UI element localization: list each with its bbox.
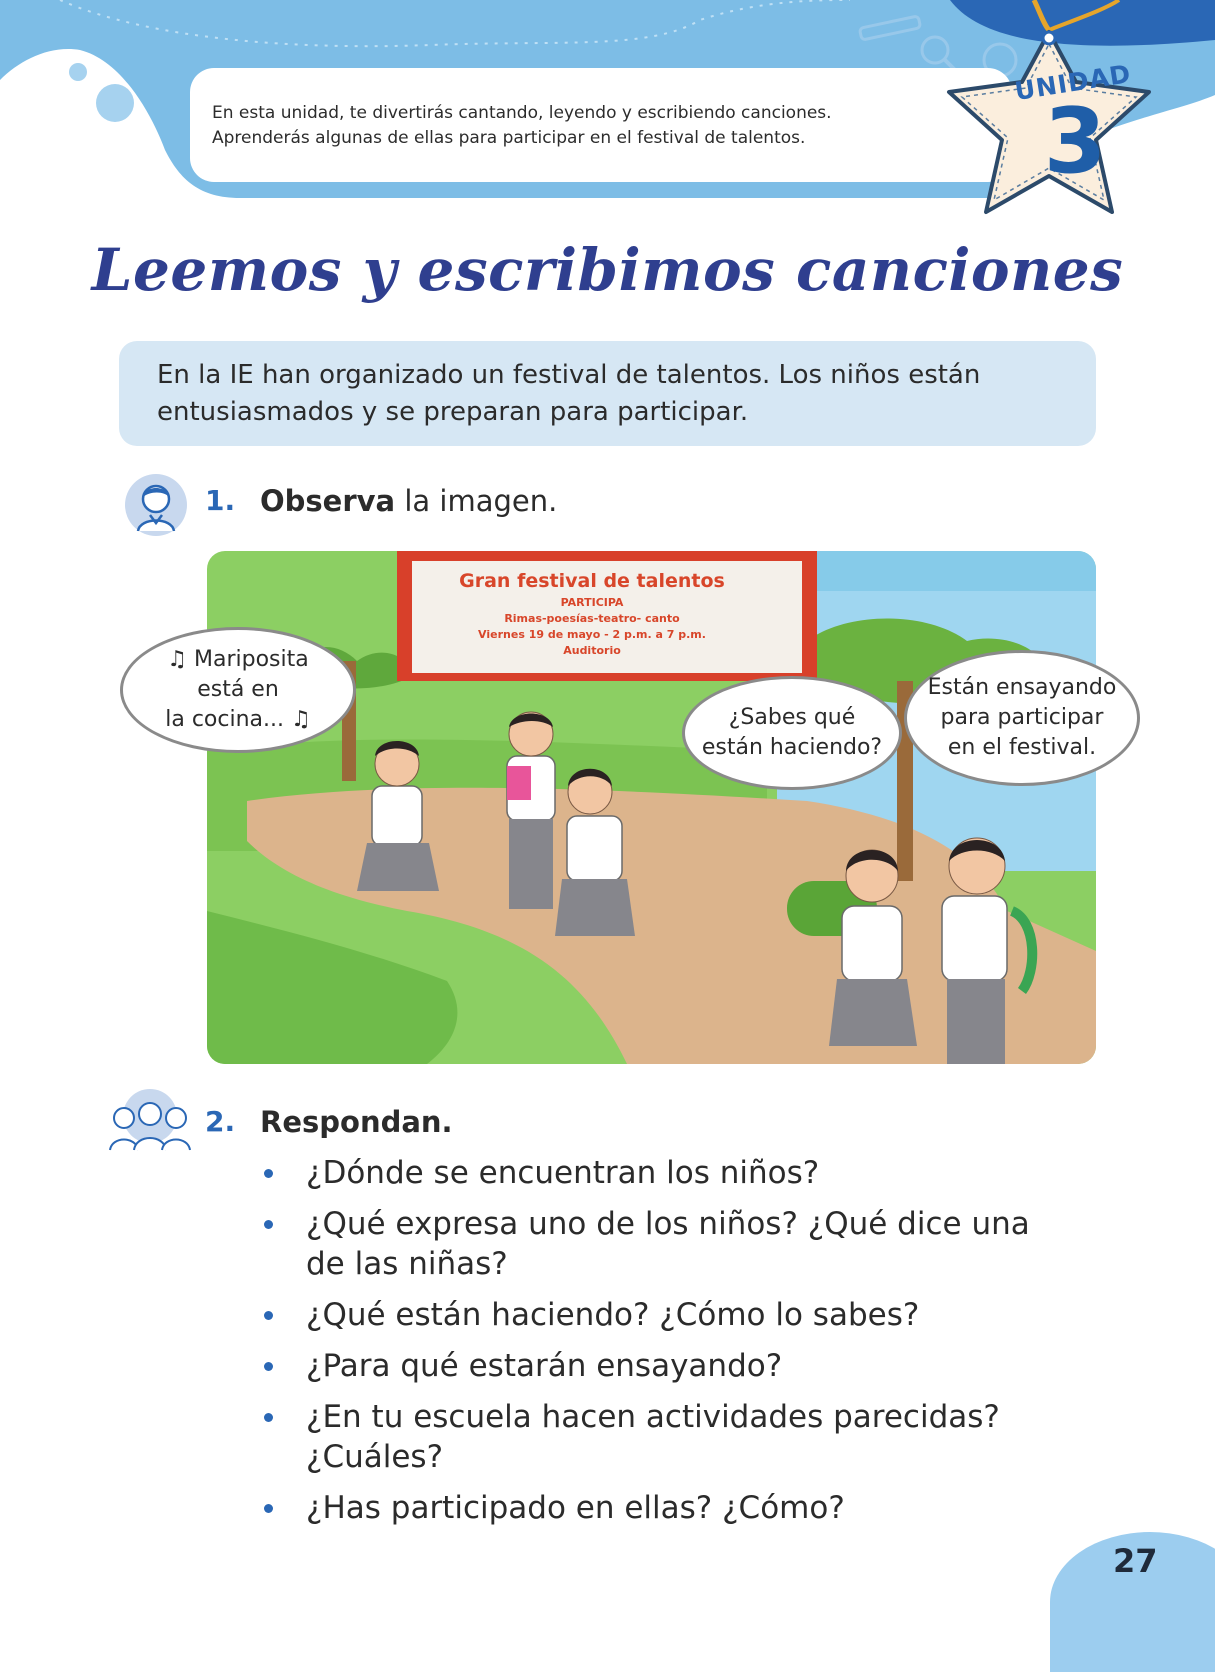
intro-box — [190, 68, 1012, 182]
intro-text — [212, 101, 992, 151]
activity-1-instruction — [260, 484, 557, 518]
page-number: 27 — [1113, 1542, 1158, 1580]
question-line: ¿Has participado en ellas? ¿Cómo? — [306, 1490, 845, 1526]
activity-1-number: 1. — [205, 484, 236, 517]
banner-line: Auditorio — [563, 644, 621, 657]
question-item — [262, 1153, 1062, 1193]
bubble-line: en el festival. — [947, 735, 1097, 760]
speech-bubble-question — [682, 676, 902, 790]
unit-label: UNIDAD — [1012, 58, 1134, 107]
intro-line: En esta unidad, te divertirás cantando, leyendo y escribiendo canciones. — [212, 103, 832, 123]
banner-title: Gran festival de talentos — [459, 570, 725, 592]
activity-2-number: 2. — [205, 1105, 236, 1138]
question-line: de las niñas? — [306, 1246, 508, 1282]
bubble-line: están haciendo? — [701, 735, 883, 760]
bubble-line: para participar — [940, 705, 1104, 730]
bubble-line: ¿Sabes qué — [728, 705, 856, 730]
activity-2-label: Respondan. — [260, 1105, 453, 1139]
group-students-icon — [104, 1088, 196, 1154]
question-item — [262, 1204, 1062, 1284]
activity-1-rest: la imagen. — [395, 484, 558, 518]
festival-banner — [412, 568, 772, 659]
speech-bubble-answer — [904, 650, 1140, 786]
question-item — [262, 1346, 1062, 1386]
question-line: ¿Para qué estarán ensayando? — [306, 1348, 783, 1384]
page-title: Leemos y escribimos canciones — [91, 236, 1124, 304]
question-list — [262, 1153, 1062, 1539]
speech-bubble-song — [120, 627, 356, 753]
banner-line: PARTICIPA — [560, 596, 624, 609]
context-line: entusiasmados y se preparan para participar. — [157, 397, 749, 427]
student-icon — [124, 473, 188, 537]
bubble-line: Están ensayando — [927, 675, 1117, 700]
context-line: En la IE han organizado un festival de talentos. Los niños están — [157, 360, 981, 390]
banner-line: Rimas-poesías-teatro- canto — [504, 612, 680, 625]
question-line: ¿Cuáles? — [306, 1439, 444, 1475]
intro-line: Aprenderás algunas de ellas para participar en el festival de talentos. — [212, 128, 806, 148]
question-item — [262, 1488, 1062, 1528]
question-item — [262, 1295, 1062, 1335]
bubble-line: ♫ Mariposita — [167, 647, 309, 672]
question-line: ¿Qué están haciendo? ¿Cómo lo sabes? — [306, 1297, 920, 1333]
context-text — [157, 357, 1057, 431]
bubble-line: está en — [197, 677, 279, 702]
question-line: ¿Dónde se encuentran los niños? — [306, 1155, 820, 1191]
banner-line: Viernes 19 de mayo - 2 p.m. a 7 p.m. — [478, 628, 706, 641]
bubble-line: la cocina... ♫ — [165, 707, 311, 732]
question-item — [262, 1397, 1062, 1477]
question-line: ¿Qué expresa uno de los niños? ¿Qué dice una — [306, 1206, 1030, 1242]
activity-1-verb: Observa — [260, 484, 396, 518]
unit-number: 3 — [1043, 89, 1107, 194]
context-box — [119, 341, 1096, 446]
question-line: ¿En tu escuela hacen actividades parecidas? — [306, 1399, 1000, 1435]
